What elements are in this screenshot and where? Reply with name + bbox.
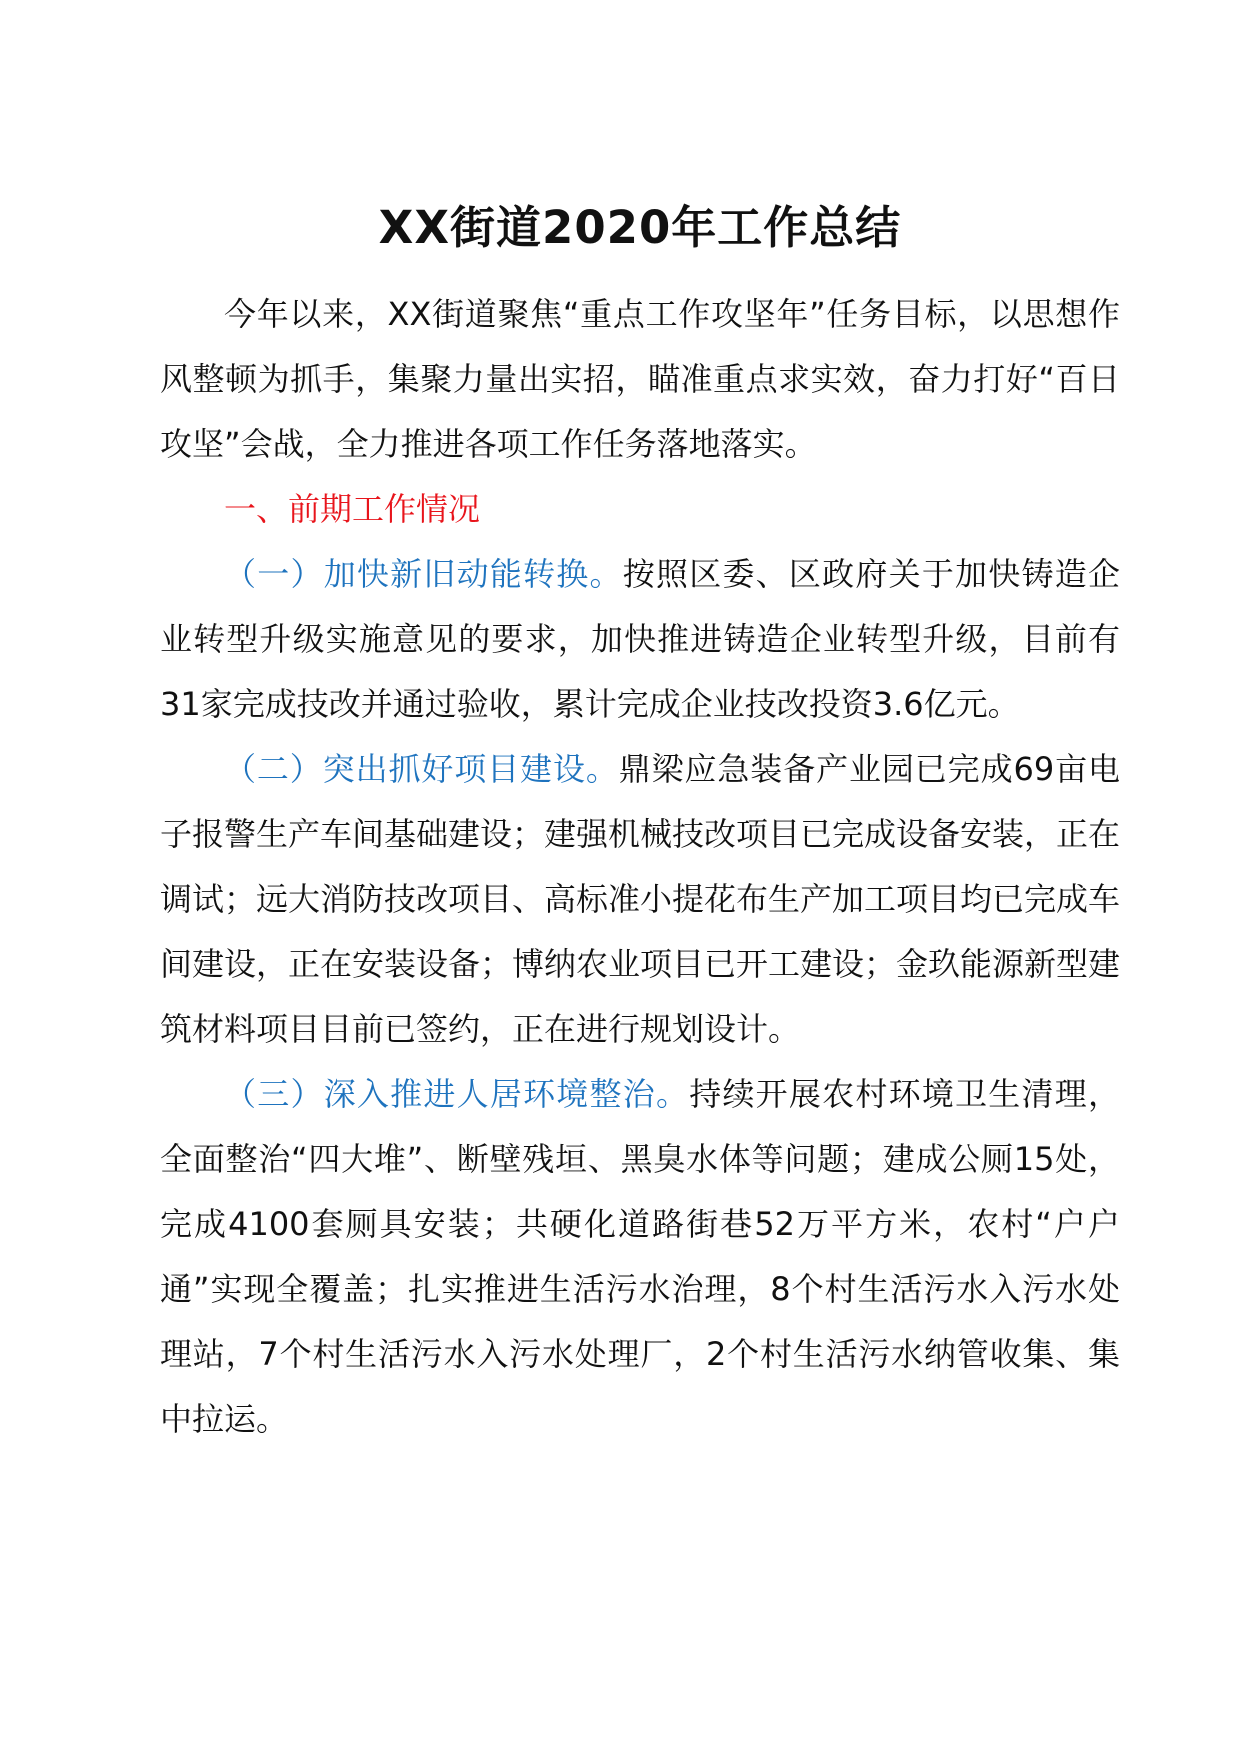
item-body-1: 按照区委、区政府关于加快铸造企业转型升级实施意见的要求，加快推进铸造企业转型升级，目前有31家完成技改并通过验收，累计完成企业技改投资3.6亿元。 [160, 555, 1120, 723]
item-paragraph-2 [160, 737, 1120, 1062]
section-heading: 一、前期工作情况 [224, 490, 481, 528]
item-heading-1: （一）加快新旧动能转换。 [224, 555, 623, 593]
document-title: XX街道2020年工作总结 [378, 201, 902, 254]
item-paragraph-1 [160, 542, 1120, 737]
item-paragraph-3 [160, 1062, 1120, 1452]
document-page [160, 196, 1120, 1452]
item-body-3: 持续开展农村环境卫生清理，全面整治“四大堆”、断壁残垣、黑臭水体等问题；建成公厕15处，完成4100套厕具安装；共硬化道路街巷52万平方米，农村“户户通”实现全覆盖；扎实推进生活污水治理，8个村生活污水入污水处理站，7个村生活污水入污水处理厂，2个村生活污水纳管收集、集中拉运。 [160, 1075, 1120, 1438]
item-heading-3: （三）深入推进人居环境整治。 [224, 1075, 690, 1113]
item-body-2: 鼎梁应急装备产业园已完成69亩电子报警生产车间基础建设；建强机械技改项目已完成设备安装，正在调试；远大消防技改项目、高标准小提花布生产加工项目均已完成车间建设，正在安装设备；博纳农业项目已开工建设；金玖能源新型建筑材料项目目前已签约，正在进行规划设计。 [160, 750, 1121, 1048]
intro-paragraph: 今年以来，XX街道聚焦“重点工作攻坚年”任务目标，以思想作风整顿为抓手，集聚力量出实招，瞄准重点求实效，奋力打好“百日攻坚”会战，全力推进各项工作任务落地落实。 [160, 295, 1120, 463]
item-heading-2: （二）突出抓好项目建设。 [224, 750, 619, 788]
